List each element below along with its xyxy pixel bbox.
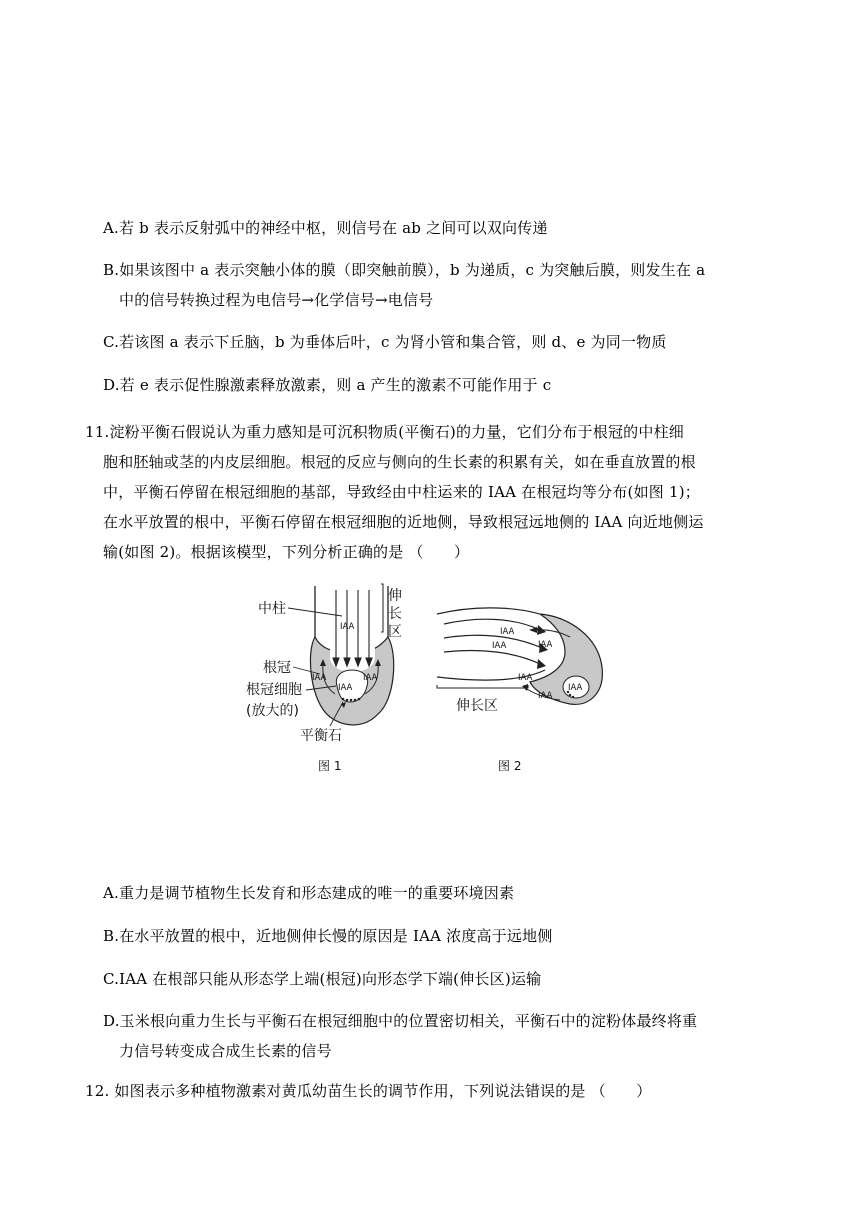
fig1-elongation-zone-char1: 伸 [388, 588, 402, 604]
q11-option-a: A.重力是调节植物生长发育和形态建成的唯一的重要环境因素 [103, 884, 515, 902]
fig1-enlarged-label: (放大的) [246, 703, 299, 719]
fig1-statolith-label: 平衡石 [300, 728, 342, 744]
q10-option-c: C.若该图 a 表示下丘脑，b 为垂体后叶，c 为肾小管和集合管，则 d、e 为同一物质 [103, 333, 667, 351]
fig2-iaa-4: IAA [518, 673, 533, 683]
fig1-elongation-zone-char2: 长 [388, 606, 402, 622]
q11-option-d: D.玉米根向重力生长与平衡石在根冠细胞中的位置密切相关，平衡石中的淀粉体最终将重 [103, 1012, 698, 1030]
fig2-caption: 图 2 [498, 759, 522, 773]
fig2-iaa-3: IAA [492, 641, 507, 651]
figure-1 [246, 584, 402, 773]
q11-option-d-cont: 力信号转变成合成生长素的信号 [119, 1042, 332, 1060]
q10-option-d: D.若 e 表示促性腺激素释放激素，则 a 产生的激素不可能作用于 c [103, 376, 552, 394]
fig1-iaa-cell: IAA [338, 683, 353, 693]
fig2-iaa-1: IAA [500, 627, 515, 637]
q11-stem-line1: 11.淀粉平衡石假说认为重力感知是可沉积物质(平衡石)的力量，它们分布于根冠的中柱细 [85, 423, 684, 441]
fig1-iaa-left: IAA [312, 673, 327, 683]
fig2-iaa-2: IAA [538, 640, 553, 650]
q11-stem-line3: 中，平衡石停留在根冠细胞的基部，导致经由中柱运来的 IAA 在根冠均等分布(如图 1)； [103, 483, 700, 501]
fig1-iaa-right: IAA [363, 673, 378, 683]
fig1-stele-label: 中柱 [258, 601, 286, 617]
q10-option-b: B.如果该图中 a 表示突触小体的膜（即突触前膜），b 为递质，c 为突触后膜，则发生在 a [103, 261, 706, 279]
figure-2 [437, 608, 602, 773]
q11-stem-line5: 输(如图 2)。根据该模型，下列分析正确的是 （ ） [103, 543, 470, 561]
fig1-caption: 图 1 [318, 759, 342, 773]
fig1-root-cap-cell-label: 根冠细胞 [246, 682, 302, 698]
q11-stem-line2: 胞和胚轴或茎的内皮层细胞。根冠的反应与侧向的生长素的积累有关，如在垂直放置的根 [103, 453, 696, 471]
q10-option-b-cont: 中的信号转换过程为电信号→化学信号→电信号 [119, 291, 434, 309]
fig2-elongation-zone-label: 伸长区 [456, 698, 498, 714]
fig2-iaa-5: IAA [538, 691, 553, 701]
root-gravitropism-figure [230, 582, 650, 782]
q10-option-a: A.若 b 表示反射弧中的神经中枢，则信号在 ab 之间可以双向传递 [103, 219, 548, 237]
q11-stem-line4: 在水平放置的根中，平衡石停留在根冠细胞的近地侧，导致根冠远地侧的 IAA 向近地侧运 [103, 513, 704, 531]
fig1-root-cap-label: 根冠 [263, 660, 291, 676]
q11-option-b: B.在水平放置的根中，近地侧伸长慢的原因是 IAA 浓度高于远地侧 [103, 927, 553, 945]
q11-option-c: C.IAA 在根部只能从形态学上端(根冠)向形态学下端(伸长区)运输 [103, 970, 542, 988]
fig1-iaa-label: IAA [340, 622, 355, 632]
fig1-elongation-zone-char3: 区 [388, 624, 402, 640]
q12-stem: 12. 如图表示多种植物激素对黄瓜幼苗生长的调节作用，下列说法错误的是 （ ） [85, 1082, 652, 1100]
fig2-iaa-cell: IAA [568, 683, 583, 693]
